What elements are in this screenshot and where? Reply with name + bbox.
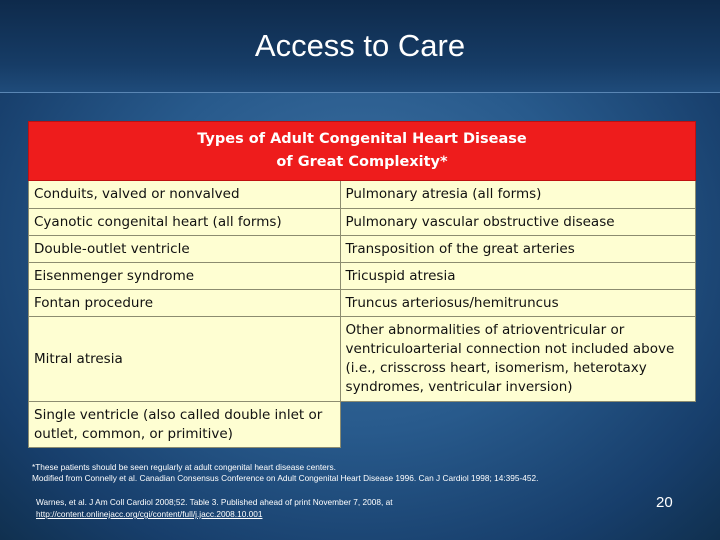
table-row [29,317,696,402]
table-cell: Mitral atresia [29,317,341,402]
table-cell: Conduits, valved or nonvalved [29,181,341,209]
slide-title: Access to Care [254,28,466,63]
page-number: 20 [656,494,673,511]
table-cell: Truncus arteriosus/hemitruncus [341,290,696,317]
table-cell: Other abnormalities of atrioventricular or ventriculoarterial connection not included above (i.e., crisscross heart, isomerism, heterotaxy syndromes, ventricular inversion) [341,317,696,402]
table-row [29,263,696,290]
table-cell: Pulmonary vascular obstructive disease [341,209,696,236]
citation [36,496,596,520]
table-cell: Transposition of the great arteries [341,236,696,263]
table-header-line-1: Types of Adult Congenital Heart Disease [197,131,527,147]
table-header-line-2: of Great Complexity* [276,154,448,170]
footnote [32,462,692,484]
footnote-line-2: Modified from Connelly et al. Canadian Consensus Conference on Adult Congenital Heart Disease 1996. Can J Cardiol 1998; 14:395-452. [32,473,539,483]
table-cell-empty [341,402,696,448]
table-row [29,209,696,236]
table-cell: Cyanotic congenital heart (all forms) [29,209,341,236]
table-cell: Tricuspid atresia [341,263,696,290]
disease-table [28,121,696,448]
table-cell: Eisenmenger syndrome [29,263,341,290]
table-cell: Double-outlet ventricle [29,236,341,263]
table-row [29,181,696,209]
table-cell: Fontan procedure [29,290,341,317]
table-cell: Pulmonary atresia (all forms) [341,181,696,209]
table-cell: Single ventricle (also called double inlet or outlet, common, or primitive) [29,402,341,448]
table-header [28,121,696,181]
table-body [28,181,696,448]
title-divider [0,92,720,93]
citation-link[interactable]: http://content.onlinejacc.org/cgi/content/full/j.jacc.2008.10.001 [36,509,263,519]
citation-text: Warnes, et al. J Am Coll Cardiol 2008;52. Table 3. Published ahead of print November 7, 2008, at [36,497,393,507]
footnote-line-1: *These patients should be seen regularly at adult congenital heart disease centers. [32,462,336,472]
table-row [29,290,696,317]
table-row [29,402,696,448]
table-row [29,236,696,263]
